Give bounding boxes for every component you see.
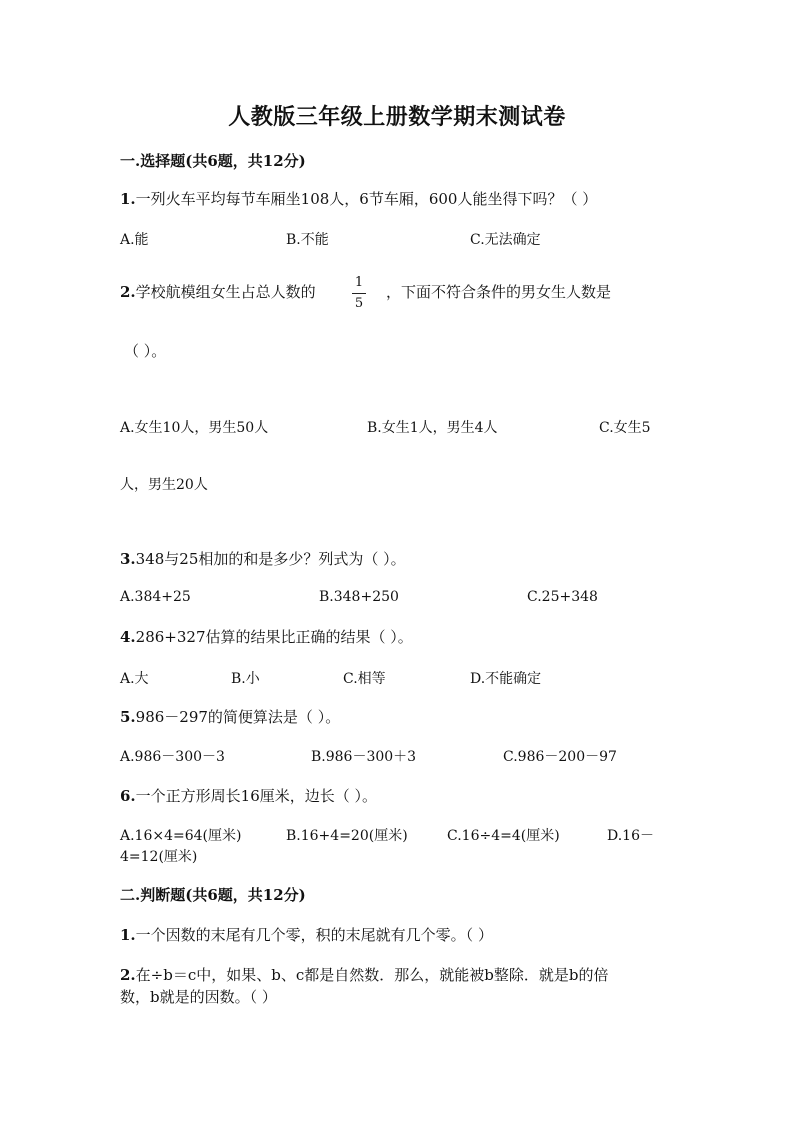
question-text: 在÷b＝c中，如果、b、c都是自然数．那么，就能被b整除．就是b的倍 (135, 966, 609, 984)
question-number: 5. (120, 708, 136, 726)
judge-question-1 (120, 924, 493, 945)
q2-option-a: A.女生10人，男生50人 (120, 420, 269, 436)
section-choice-heading: 一.选择题(共6题，共12分) (120, 152, 306, 170)
question-text: 一个因数的末尾有几个零，积的末尾就有几个零。（ ） (135, 926, 493, 944)
q2-option-c-continued: 人，男生20人 (120, 477, 208, 493)
question-text: 348与25相加的和是多少？列式为（ ）。 (135, 550, 406, 568)
question-number: 6. (120, 787, 136, 805)
page-title: 人教版三年级上册数学期末测试卷 (228, 104, 566, 130)
section-judge-heading: 二.判断题(共6题，共12分) (120, 886, 306, 904)
q5-option-a: A.986－300－3 (120, 749, 225, 765)
question-2-paren: （ ）。 (124, 342, 167, 360)
question-2-line-1 (120, 281, 316, 302)
question-text: 学校航模组女生占总人数的 (135, 283, 316, 301)
q4-option-d: D.不能确定 (470, 671, 542, 687)
judge-question-2-line-1 (120, 964, 608, 985)
question-number: 3. (120, 550, 136, 568)
question-5 (120, 706, 340, 727)
q3-option-b: B.348+250 (319, 589, 399, 605)
q4-option-c: C.相等 (343, 671, 386, 687)
q3-option-c: C.25+348 (527, 589, 598, 605)
question-number: 4. (120, 628, 136, 646)
q1-option-c: C.无法确定 (470, 232, 541, 248)
question-number: 1. (120, 190, 136, 208)
question-4 (120, 626, 413, 647)
fraction-one-fifth (350, 276, 368, 311)
question-1 (120, 188, 597, 209)
q6-option-a: A.16×4=64(厘米) (120, 828, 242, 844)
fraction-denominator: 5 (354, 296, 364, 311)
q6-option-d: D.16－ (607, 828, 654, 844)
q6-option-b: B.16+4=20(厘米) (286, 828, 408, 844)
question-text: 一个正方形周长16厘米，边长（ ）。 (135, 787, 378, 805)
q6-option-c: C.16÷4=4(厘米) (447, 828, 560, 844)
q1-option-b: B.不能 (286, 232, 329, 248)
q4-option-b: B.小 (231, 671, 260, 687)
q2-option-b: B.女生1人，男生4人 (367, 420, 498, 436)
question-6 (120, 785, 377, 806)
question-number: 2. (120, 966, 136, 984)
question-2-text-after: ，下面不符合条件的男女生人数是 (386, 283, 612, 301)
fraction-bar (352, 293, 366, 294)
q4-option-a: A.大 (120, 671, 149, 687)
question-text: 986－297的简便算法是（ ）。 (135, 708, 341, 726)
question-text: 一列火车平均每节车厢坐108人，6节车厢，600人能坐得下吗？（ ） (135, 190, 598, 208)
judge-question-2-line-2: 数，b就是的因数。（ ） (120, 988, 277, 1006)
question-3 (120, 548, 406, 569)
q1-option-a: A.能 (120, 232, 149, 248)
q3-option-a: A.384+25 (120, 589, 191, 605)
q2-option-c: C.女生5 (599, 420, 651, 436)
fraction-numerator: 1 (354, 275, 364, 290)
question-number: 1. (120, 926, 136, 944)
q6-option-d-continued: 4=12(厘米) (120, 849, 198, 865)
q5-option-c: C.986－200－97 (503, 749, 617, 765)
question-text: 286+327估算的结果比正确的结果（ ）。 (135, 628, 413, 646)
q5-option-b: B.986－300＋3 (311, 749, 417, 765)
question-number: 2. (120, 283, 136, 301)
